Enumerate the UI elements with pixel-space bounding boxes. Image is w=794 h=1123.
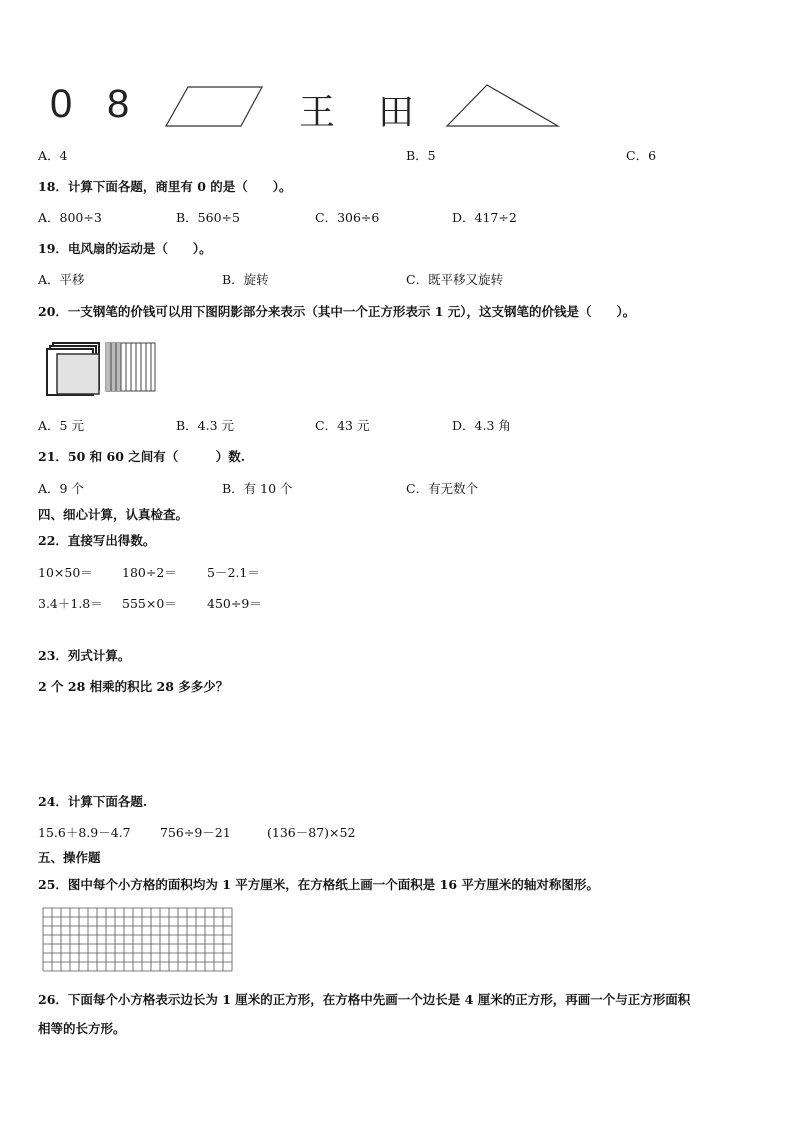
q22-item: 5－2.1＝ [207, 565, 260, 580]
q22-item: 10×50＝ [38, 565, 93, 580]
digit-zero: 0 [50, 82, 73, 126]
q20-option-d: D．4.3 角 [452, 418, 511, 433]
q20-option-a: A．5 元 [38, 418, 84, 433]
q18-option-a: A．800÷3 [38, 210, 102, 225]
q19-stem: 19．电风扇的运动是（ ）。 [38, 241, 212, 256]
q22-item: 180÷2＝ [122, 565, 177, 580]
q26-line1: 26．下面每个小方格表示边长为 1 厘米的正方形，在方格中先画一个边长是 4 厘米的正方形，再画一个与正方形面积 [38, 992, 691, 1007]
q17-option-b: B．5 [406, 148, 436, 163]
q26-line2: 相等的长方形。 [38, 1021, 126, 1036]
q22-item: 3.4＋1.8＝ [38, 596, 103, 611]
char-wang: 王 [299, 92, 336, 133]
q18-stem: 18．计算下面各题，商里有 0 的是（ ）。 [38, 179, 292, 194]
char-tian: 田 [378, 92, 415, 133]
q21-option-c: C．有无数个 [406, 481, 479, 496]
section-five-heading: 五、操作题 [38, 850, 101, 865]
digit-eight: 8 [107, 82, 130, 126]
q22-item: 450÷9＝ [207, 596, 262, 611]
q23-question: 2 个 28 相乘的积比 28 多多少？ [38, 679, 229, 694]
q24-item: (136－87)×52 [267, 825, 356, 840]
q25-stem: 25．图中每个小方格的面积均为 1 平方厘米，在方格纸上画一个面积是 16 平方厘米的轴对称图形。 [38, 877, 599, 892]
q18-option-d: D．417÷2 [452, 210, 517, 225]
q19-option-c: C．既平移又旋转 [406, 272, 504, 287]
q18-option-b: B．560÷5 [176, 210, 240, 225]
q22-item: 555×0＝ [122, 596, 177, 611]
q22-stem: 22．直接写出得数。 [38, 533, 156, 548]
q17-option-a: A．4 [38, 148, 68, 163]
q21-stem: 21．50 和 60 之间有（ ）数. [38, 449, 246, 464]
q19-option-a: A．平移 [38, 272, 85, 287]
section-four-heading: 四、细心计算，认真检查。 [38, 507, 189, 522]
q20-option-c: C．43 元 [315, 418, 370, 433]
q24-item: 15.6＋8.9－4.7 [38, 825, 131, 840]
q24-item: 756÷9－21 [160, 825, 231, 840]
q21-option-a: A．9 个 [38, 481, 84, 496]
q21-option-b: B．有 10 个 [222, 481, 293, 496]
q17-option-c: C．6 [626, 148, 657, 163]
q24-stem: 24．计算下面各题. [38, 794, 148, 809]
q18-option-c: C．306÷6 [315, 210, 380, 225]
q19-option-b: B．旋转 [222, 272, 269, 287]
q23-stem: 23．列式计算。 [38, 648, 131, 663]
q20-option-b: B．4.3 元 [176, 418, 235, 433]
q20-stem: 20．一支钢笔的价钱可以用下图阴影部分来表示（其中一个正方形表示 1 元），这支钢笔的价钱是（ ）。 [38, 304, 636, 319]
